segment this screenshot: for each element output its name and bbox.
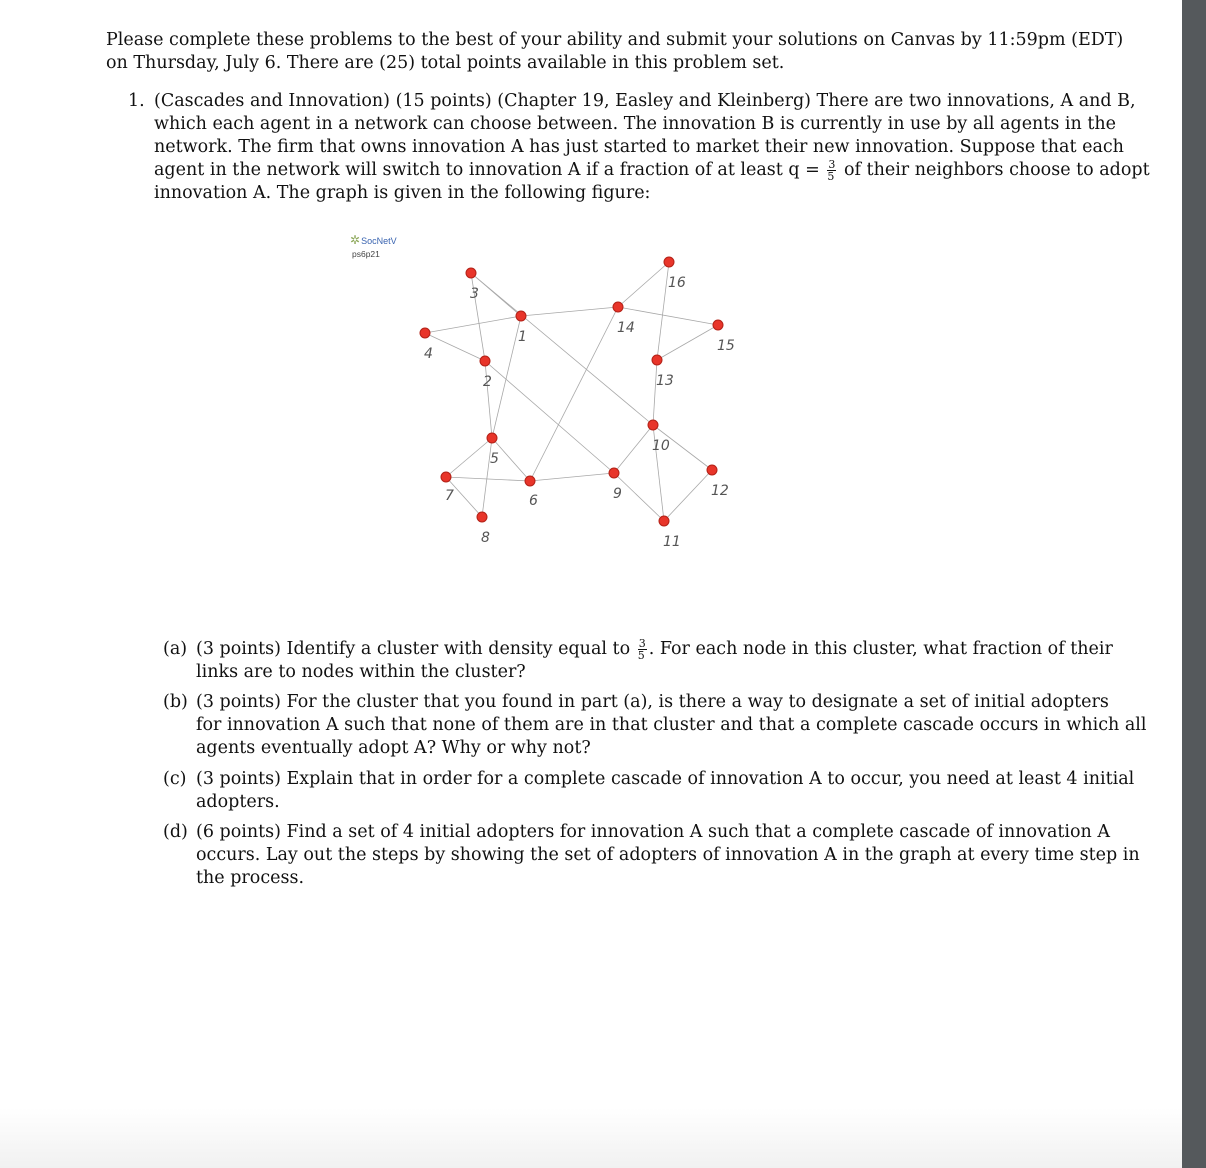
node-14 xyxy=(613,302,623,312)
node-label-15: 15 xyxy=(717,338,735,354)
part-c-line-1: (3 points) Explain that in order for a complete cascade of innovation A to occur, you need at least 4 initial xyxy=(196,769,1135,789)
node-12 xyxy=(707,465,717,475)
edge-10-13 xyxy=(653,360,657,425)
part-d-line-3: the process. xyxy=(196,868,305,888)
node-9 xyxy=(609,468,619,478)
question-line-5: innovation A. The graph is given in the following figure: xyxy=(154,183,651,203)
socnetv-star-icon: ✲ xyxy=(350,233,361,247)
edge-7-6 xyxy=(446,477,530,481)
part-a-label: (a) xyxy=(163,639,188,659)
density-denominator: 5 xyxy=(637,649,645,662)
node-label-9: 9 xyxy=(613,486,622,502)
part-a-line-1 xyxy=(196,637,1113,662)
question-line-4-pre: agent in the network will switch to innovation A if a fraction of at least q = xyxy=(154,160,820,180)
edge-1-14 xyxy=(521,307,618,316)
part-b-line-1: (3 points) For the cluster that you found in part (a), is there a way to designate a set of initial adopters xyxy=(196,692,1109,712)
intro-line-2: on Thursday, July 6. There are (25) total points available in this problem set. xyxy=(106,53,785,73)
node-label-5: 5 xyxy=(490,451,499,467)
question-number: 1. xyxy=(128,91,145,111)
edge-4-1 xyxy=(425,316,521,333)
edge-13-15 xyxy=(657,325,718,360)
density-fraction xyxy=(638,638,647,661)
node-1 xyxy=(516,311,526,321)
question-line-2: which each agent in a network can choose between. The innovation B is currently in use by all agents in the xyxy=(154,114,1116,134)
edge-2-9 xyxy=(485,361,614,473)
part-a-line-1-post: . For each node in this cluster, what fraction of their xyxy=(648,639,1113,659)
part-b-label: (b) xyxy=(163,692,188,712)
edge-16-14 xyxy=(618,262,669,307)
node-13 xyxy=(652,355,662,365)
logo-sub: ps6p21 xyxy=(352,249,380,259)
graph-edges xyxy=(425,262,718,521)
question-line-3: network. The firm that owns innovation A has just started to market their new innovation. Suppose that each xyxy=(154,137,1124,157)
question-line-1: (Cascades and Innovation) (15 points) (Chapter 19, Easley and Kleinberg) There are two innovations, A and B, xyxy=(154,91,1136,111)
node-8 xyxy=(477,512,487,522)
node-6 xyxy=(525,476,535,486)
part-d-line-2: occurs. Lay out the steps by showing the set of adopters of innovation A in the graph at every time step in xyxy=(196,845,1140,865)
node-label-14: 14 xyxy=(617,320,635,336)
viewer-scroll-gutter[interactable] xyxy=(1182,0,1206,1168)
node-label-10: 10 xyxy=(652,438,670,454)
node-label-3: 3 xyxy=(470,286,479,302)
node-16 xyxy=(664,257,674,267)
part-c-line-2: adopters. xyxy=(196,792,280,812)
part-d-label: (d) xyxy=(163,822,188,842)
node-label-16: 16 xyxy=(668,275,686,291)
node-11 xyxy=(659,516,669,526)
graph-labels xyxy=(424,275,735,550)
node-15 xyxy=(713,320,723,330)
edge-12-11 xyxy=(664,470,712,521)
q-numerator: 3 xyxy=(828,158,836,171)
edge-8-5 xyxy=(482,438,492,517)
node-4 xyxy=(420,328,430,338)
node-label-4: 4 xyxy=(424,346,433,362)
node-label-12: 12 xyxy=(711,483,729,499)
node-label-2: 2 xyxy=(483,374,492,390)
logo-name: SocNetV xyxy=(361,236,397,246)
graph-nodes xyxy=(420,257,723,526)
edge-3-10 xyxy=(471,273,653,425)
question-line-4-post: of their neighbors choose to adopt xyxy=(843,160,1150,180)
edge-2-5 xyxy=(485,361,492,438)
edge-4-2 xyxy=(425,333,485,361)
edge-6-9 xyxy=(530,473,614,481)
part-d-line-1: (6 points) Find a set of 4 initial adopters for innovation A such that a complete cascade of innovation A xyxy=(196,822,1111,842)
node-label-11: 11 xyxy=(663,534,681,550)
node-7 xyxy=(441,472,451,482)
density-numerator: 3 xyxy=(638,637,646,650)
node-2 xyxy=(480,356,490,366)
node-3 xyxy=(466,268,476,278)
page-bottom-shadow xyxy=(0,1108,1182,1168)
node-label-6: 6 xyxy=(529,493,538,509)
node-label-1: 1 xyxy=(518,329,527,345)
node-label-7: 7 xyxy=(445,488,454,504)
q-denominator: 5 xyxy=(827,170,835,183)
node-label-13: 13 xyxy=(656,373,674,389)
edge-9-10 xyxy=(614,425,653,473)
node-10 xyxy=(648,420,658,430)
part-b-line-2: for innovation A such that none of them are in that cluster and that a complete cascade occurs in which all xyxy=(196,715,1147,735)
edge-1-5 xyxy=(492,316,521,438)
part-a-line-2: links are to nodes within the cluster? xyxy=(196,662,526,682)
part-a-line-1-pre: (3 points) Identify a cluster with density equal to xyxy=(196,639,631,659)
edge-5-7 xyxy=(446,438,492,477)
part-c-label: (c) xyxy=(163,769,187,789)
node-label-8: 8 xyxy=(481,530,490,546)
part-b-line-3: agents eventually adopt A? Why or why not? xyxy=(196,738,591,758)
intro-line-1: Please complete these problems to the best of your ability and submit your solutions on Canvas by 11:59pm (EDT) xyxy=(106,30,1124,50)
node-5 xyxy=(487,433,497,443)
